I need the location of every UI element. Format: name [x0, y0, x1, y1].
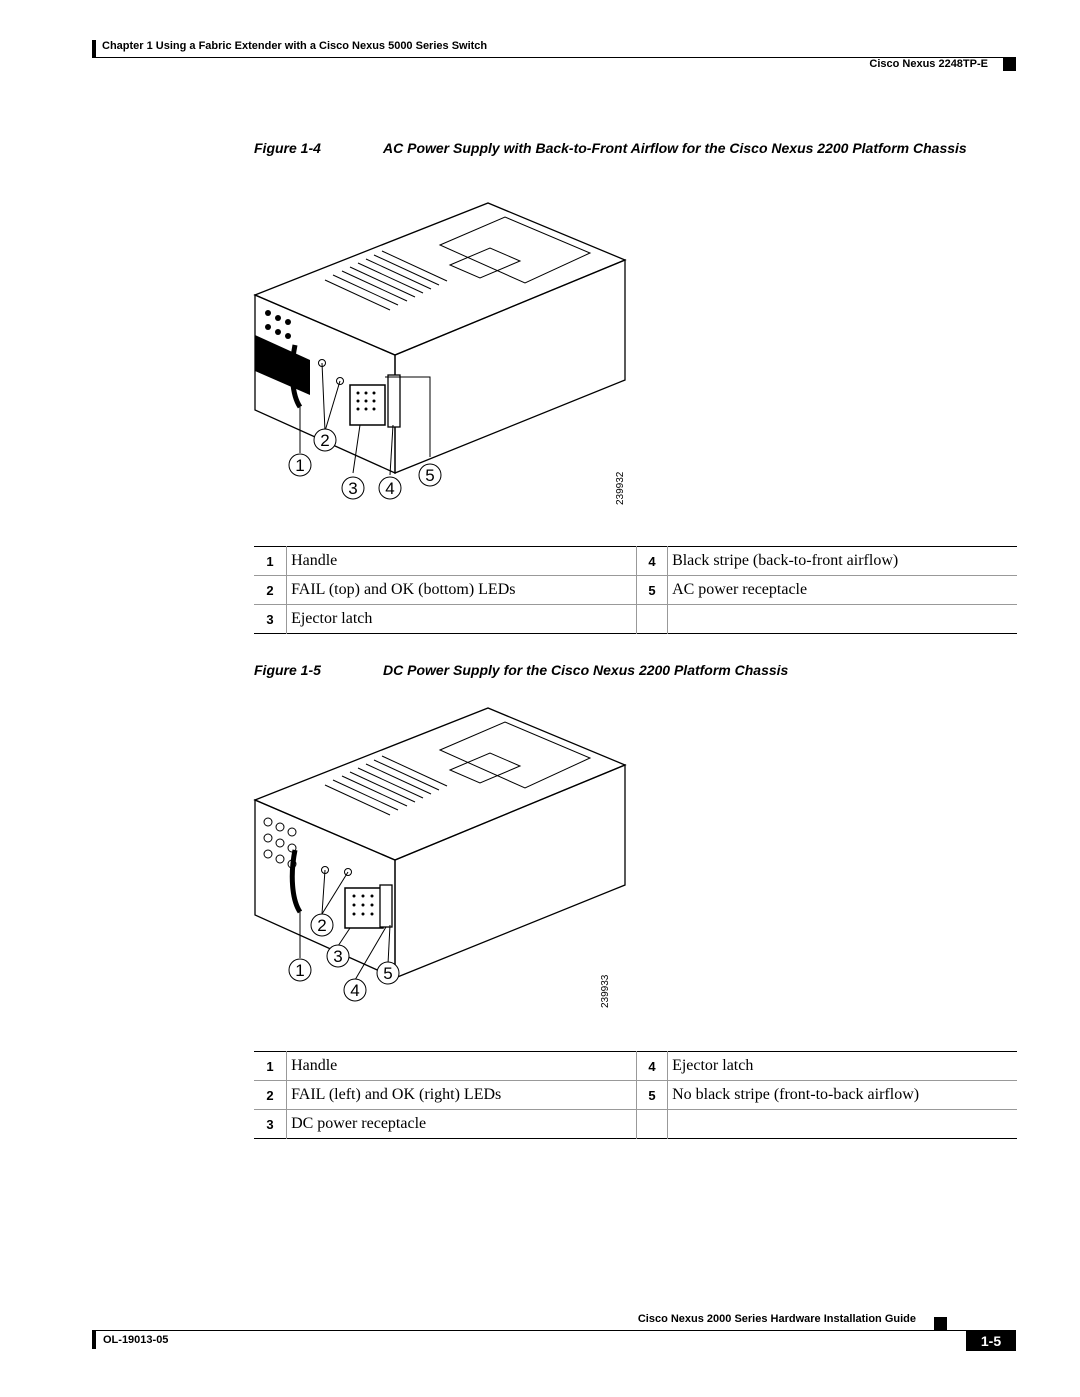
psu-top-face [255, 708, 625, 860]
footer-rule [92, 1330, 1016, 1331]
legend-num [636, 1110, 667, 1139]
legend-text: DC power receptacle [287, 1110, 637, 1139]
handle-shape [292, 850, 300, 912]
callout-2: 2 [317, 916, 327, 935]
legend-num: 4 [636, 547, 667, 576]
running-header-chapter: Chapter 1 Using a Fabric Extender with a Cisco Nexus 5000 Series Switch [102, 40, 488, 52]
legend-text: FAIL (top) and OK (bottom) LEDs [287, 576, 637, 605]
callout-1: 1 [295, 456, 305, 475]
legend-row [254, 1110, 1017, 1139]
legend-row [254, 547, 1017, 576]
footer-square [934, 1317, 947, 1330]
legend-text: Handle [291, 1057, 338, 1074]
legend-text [668, 605, 1017, 634]
legend-text: Ejector latch [287, 605, 637, 634]
callout-2: 2 [320, 431, 330, 450]
figure-4-label: Figure 1-4 [254, 140, 321, 156]
footer-bar [92, 1331, 96, 1349]
legend-num: 3 [254, 1110, 287, 1139]
legend-text: No black stripe (front-to-back airflow) [668, 1081, 1017, 1110]
legend-num [636, 605, 667, 634]
callout-4: 4 [350, 981, 360, 1000]
legend-num: 2 [254, 1081, 287, 1110]
legend-text: AC power receptacle [668, 576, 1017, 605]
figure-4-title: AC Power Supply with Back-to-Front Airflow for the Cisco Nexus 2200 Platform Chassis [383, 140, 967, 156]
callout-1: 1 [295, 961, 305, 980]
figure-4-legend [254, 546, 1017, 634]
legend-row [254, 605, 1017, 634]
callout-5: 5 [425, 466, 435, 485]
figure-4-illustration [250, 195, 650, 525]
callout-3: 3 [333, 947, 343, 966]
legend-row [254, 1052, 1017, 1081]
footer-doc-number: OL-19013-05 [103, 1334, 169, 1346]
page-number: 1-5 [966, 1331, 1016, 1351]
receptacle-shape [345, 888, 383, 928]
figure-5-legend [254, 1051, 1017, 1139]
legend-text: Ejector latch [672, 1057, 754, 1074]
legend-num: 5 [636, 576, 667, 605]
header-square [1003, 58, 1016, 71]
callout-5: 5 [383, 964, 393, 983]
figure-5-illustration [250, 700, 650, 1030]
legend-num: 5 [636, 1081, 667, 1110]
legend-text: Handle [291, 552, 338, 569]
callout-4: 4 [385, 479, 395, 498]
legend-text: FAIL (left) and OK (right) LEDs [287, 1081, 637, 1110]
legend-num: 4 [636, 1052, 667, 1081]
psu-top-face [255, 203, 625, 355]
figure-id-number: 239933 [600, 974, 611, 1008]
legend-text: Black stripe (back-to-front airflow) [672, 552, 899, 569]
legend-num: 1 [254, 1052, 287, 1081]
legend-row [254, 576, 1017, 605]
legend-num: 1 [254, 547, 287, 576]
figure-5-label: Figure 1-5 [254, 662, 321, 678]
figure-5-title: DC Power Supply for the Cisco Nexus 2200 Platform Chassis [383, 662, 789, 678]
legend-num: 3 [254, 605, 287, 634]
legend-row [254, 1081, 1017, 1110]
legend-text [668, 1110, 1017, 1139]
callout-3: 3 [348, 479, 358, 498]
footer-guide-title: Cisco Nexus 2000 Series Hardware Installation Guide [637, 1313, 916, 1325]
psu-side-face [395, 765, 625, 978]
legend-num: 2 [254, 576, 287, 605]
figure-id-number: 239932 [615, 471, 626, 505]
receptacle-shape [350, 385, 385, 425]
header-bar [92, 40, 96, 58]
running-header-product: Cisco Nexus 2248TP-E [869, 58, 988, 70]
